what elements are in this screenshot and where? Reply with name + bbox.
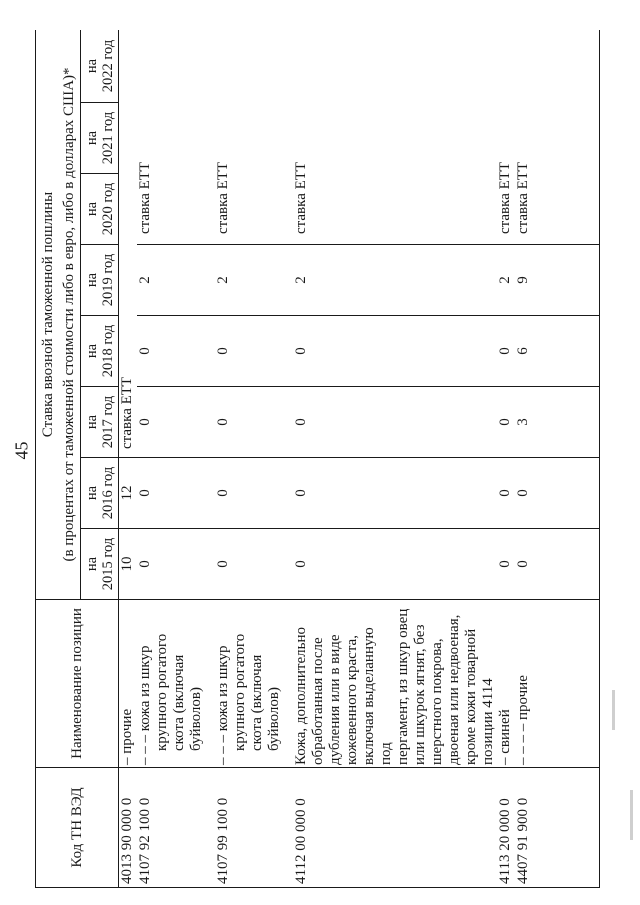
rate-2019: 2 (293, 245, 497, 316)
rate-2016: 0 (137, 458, 215, 529)
header-year-2020: на 2020 год (81, 174, 119, 245)
row-code: 4107 92 100 0 (137, 768, 215, 888)
header-rate-subtitle: (в процентах от таможенной стоимости либо в евро, либо в долларах США)* (61, 30, 81, 600)
tariff-table-frame (35, 30, 600, 888)
rate-2015: 10 (119, 529, 137, 600)
rate-2018: 0 (293, 316, 497, 387)
page-number: 45 (11, 441, 32, 459)
header-year-2015: на 2015 год (81, 529, 119, 600)
rate-2020-2022: ставка ЕТТ (215, 30, 293, 245)
table-row (119, 30, 137, 888)
table-row (497, 30, 515, 888)
row-code: 4013 90 000 0 (119, 768, 137, 888)
row-name: – свиней (497, 600, 515, 768)
table-row (215, 30, 293, 888)
rate-2019: 2 (137, 245, 215, 316)
header-year-2019: на 2019 год (81, 245, 119, 316)
rate-2020-2022: ставка ЕТТ (497, 30, 515, 245)
rate-2016: 0 (215, 458, 293, 529)
rate-2015: 0 (137, 529, 215, 600)
rate-2016: 0 (497, 458, 515, 529)
row-code: 4407 91 900 0 (515, 768, 600, 888)
rate-2020-2022: ставка ЕТТ (137, 30, 215, 245)
rate-2017-2022: ставка ЕТТ (119, 30, 137, 458)
scan-edge-mark (612, 690, 615, 730)
row-name: – – – кожа из шкур крупного рогатого скота (включая буйволов) (215, 600, 293, 768)
rate-2016: 12 (119, 458, 137, 529)
row-code: 4107 99 100 0 (215, 768, 293, 888)
header-name: Наименование позиции (36, 600, 119, 768)
rate-2016: 0 (515, 458, 600, 529)
row-code: 4113 20 000 0 (497, 768, 515, 888)
rate-2019: 2 (497, 245, 515, 316)
row-name: – прочие (119, 600, 137, 768)
scan-edge-mark (630, 790, 633, 840)
rate-2018: 6 (515, 316, 600, 387)
table-row (137, 30, 215, 888)
rate-2017: 0 (215, 387, 293, 458)
rate-2020-2022: ставка ЕТТ (515, 30, 600, 245)
rate-2020-2022: ставка ЕТТ (293, 30, 497, 245)
rate-2015: 0 (497, 529, 515, 600)
rate-2019: 2 (215, 245, 293, 316)
row-name: – – – кожа из шкур крупного рогатого скота (включая буйволов) (137, 600, 215, 768)
rate-2018: 0 (215, 316, 293, 387)
table-row (293, 30, 497, 888)
header-year-2021: на 2021 год (81, 103, 119, 174)
rate-2017: 3 (515, 387, 600, 458)
header-year-2016: на 2016 год (81, 458, 119, 529)
tariff-table (35, 30, 600, 888)
rate-2015: 0 (515, 529, 600, 600)
row-name: – – – – прочие (515, 600, 600, 768)
rate-2017: 0 (497, 387, 515, 458)
rotated-table-container (35, 30, 600, 888)
header-year-2017: на 2017 год (81, 387, 119, 458)
header-year-2018: на 2018 год (81, 316, 119, 387)
row-name: Кожа, дополнительно обработанная после дубления или в виде кожевенного краста, включая выделанную под пергамент, из шкур овец или шкурок ягнят, без шерстного покрова, двоеная или недвоеная, кроме кожи товарной позиции 4114 (293, 600, 497, 768)
rate-2018: 0 (497, 316, 515, 387)
rate-2018: 0 (137, 316, 215, 387)
rate-2015: 0 (293, 529, 497, 600)
header-rate-title: Ставка ввозной таможенной пошлины (36, 30, 61, 600)
rate-2017: 0 (137, 387, 215, 458)
rate-2017: 0 (293, 387, 497, 458)
table-row (515, 30, 600, 888)
header-year-2022: на 2022 год (81, 30, 119, 103)
rate-2016: 0 (293, 458, 497, 529)
header-code: Код ТН ВЭД (36, 768, 119, 888)
rate-2015: 0 (215, 529, 293, 600)
rate-2019: 9 (515, 245, 600, 316)
row-code: 4112 00 000 0 (293, 768, 497, 888)
